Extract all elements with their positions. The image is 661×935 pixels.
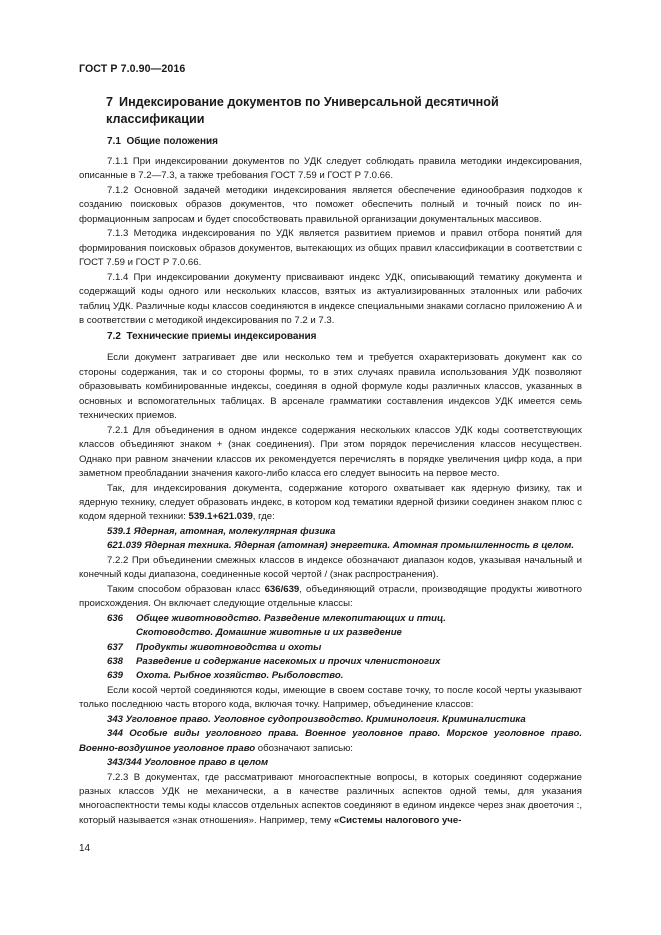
udc-code: 539.1+621.039 — [188, 511, 253, 523]
section-heading — [106, 94, 576, 128]
subsection-heading-7-2 — [107, 331, 316, 342]
example-udc-621-039: 621.039 Ядерная техника. Ядерная (атомная) энергетика. Атомная промышленность в целом. — [107, 540, 574, 552]
document-body — [79, 155, 582, 828]
subsection-title: Общие положения — [126, 136, 218, 147]
class-item: 637 Продукты животноводства и охоты — [107, 641, 322, 653]
paragraph-7-1-2: 7.1.2 Основной задачей методики индексирования является обеспечение единообразия подходов к созданию поисковых образов документов, что поможет обеспечить полный и точный поиск по информационным запросам и будет способствовать правильной организации документальных массивов. — [79, 184, 582, 225]
class-item: Скотоводство. Домашние животные и их разведение — [136, 627, 402, 639]
subsection-title: Технические приемы индексирования — [126, 331, 317, 342]
subsection-number: 7.2 — [107, 331, 121, 342]
section-title: Индексирование документов по Универсальной десятичной классификации — [106, 95, 499, 126]
example-udc-539-1: 539.1 Ядерная, атомная, молекулярная физика — [107, 525, 336, 537]
example-udc-343: 343 Уголовное право. Уголовное судопроизводство. Криминология. Криминалистика — [107, 713, 526, 725]
page-number: 14 — [79, 843, 91, 854]
paragraph-7-2-2: 7.2.2 При объединении смежных классов в индексе обозначают диапазон кодов, указывая начальный и конечный коды диапазона, соединенные косой чертой / (знак распространения). — [79, 554, 582, 581]
subsection-heading-7-1 — [107, 136, 218, 147]
class-item: 638 Разведение и содержание насекомых и прочих членистоногих — [107, 655, 441, 667]
class-item: 636 Общее животноводство. Разведение млекопитающих и птиц. — [107, 612, 446, 624]
section-number: 7 — [106, 95, 114, 109]
paragraph-7-1-1: 7.1.1 При индексировании документов по УДК следует соблюдать правила методики индексирования, описанные в 7.2—7.3, а также требования ГОСТ 7.59 и ГОСТ Р 7.0.66. — [79, 156, 582, 182]
example-udc-344: 344 Особые виды уголовного права. Военное уголовное право. Морское уголовное право. Военно-воздушное уголовное право обозначают записью: — [79, 728, 582, 754]
paragraph-7-2-2-slash-rule: Если косой чертой соединяются коды, имеющие в своем составе точку, то после косой черты указывают только последнюю часть второго кода, включая точку. Например, объединение классов: — [79, 684, 582, 711]
paragraph-7-1-4: 7.1.4 При индексировании документу присваивают индекс УДК, описывающий тематику документа и содержащий коды одного или нескольких классов, взятых из актуализированных эталонных или рабочих таблиц УДК. Различные коды классов соединяются в индексе специальными знаками согласно приложению А и в соответствии с методикой индексирования по 7.2 и 7.3. — [79, 271, 582, 326]
paragraph-7-2-1: 7.2.1 Для объединения в одном индексе содержания нескольких классов УДК коды соответствующих классов объединяют знаком + (знак соединения). При этом порядок перечисления классов несуществен. Однако при равном значении классов их рекомендуется перечислять в порядке увеличения цифр кода, а при заметном преобладании значения какого-либо класса его следует выносить на первое место. — [79, 424, 582, 480]
udc-code: 636/639 — [264, 583, 300, 595]
paragraph-7-2-3: 7.2.3 В документах, где рассматривают многоаспектные вопросы, в которых соединяют содержание разных классов УДК не механически, а в качестве различных аспектов одной темы, для указания многоаспектности темы коды классов отдельных аспектов соединяют в едином индексе через знак двоеточия :, который называется «знак отношения». Например, тему «Системы налогового уче- — [79, 771, 582, 826]
paragraph-7-1-3: 7.1.3 Методика индексирования по УДК является развитием приемов и правил отбора понятий для формирования поисковых образов документов, вытекающих из общих правил классификации в соответствии с ГОСТ 7.59 и ГОСТ Р 7.0.66. — [79, 228, 582, 269]
example-udc-343-344: 343/344 Уголовное право в целом — [107, 757, 269, 769]
subsection-number: 7.1 — [107, 136, 121, 147]
class-item: 639 Охота. Рыбное хозяйство. Рыболовство. — [107, 670, 344, 682]
paragraph-7-2-2-example: Таким способом образован класс 636/639, объединяющий отрасли, производящие продукты животного происхождения. Он включает следующие отдельные классы: — [79, 583, 582, 610]
paragraph-7-2-1-example: Так, для индексирования документа, содержание которого охватывает как ядерную физику, так и ядерную технику, следует образовать индекс, в котором код тематики ядерной физики соединен знаком плюс с кодом ядерной техники: 539.1+621.039, где: — [79, 482, 582, 523]
standard-header: ГОСТ Р 7.0.90—2016 — [79, 63, 186, 75]
paragraph-7-2-intro: Если документ затрагивает две или несколько тем и требуется охарактеризовать документ как со стороны содержания, так и со стороны формы, то в этих случаях правила использования УДК позволяют образовывать комбинированные индексы, соединяя в одной формуле коды различных классов, указанных в основных и вспомогательных таблицах. В арсенале грамматики составления индексов УДК имеется семь технических приемов. — [79, 352, 582, 422]
